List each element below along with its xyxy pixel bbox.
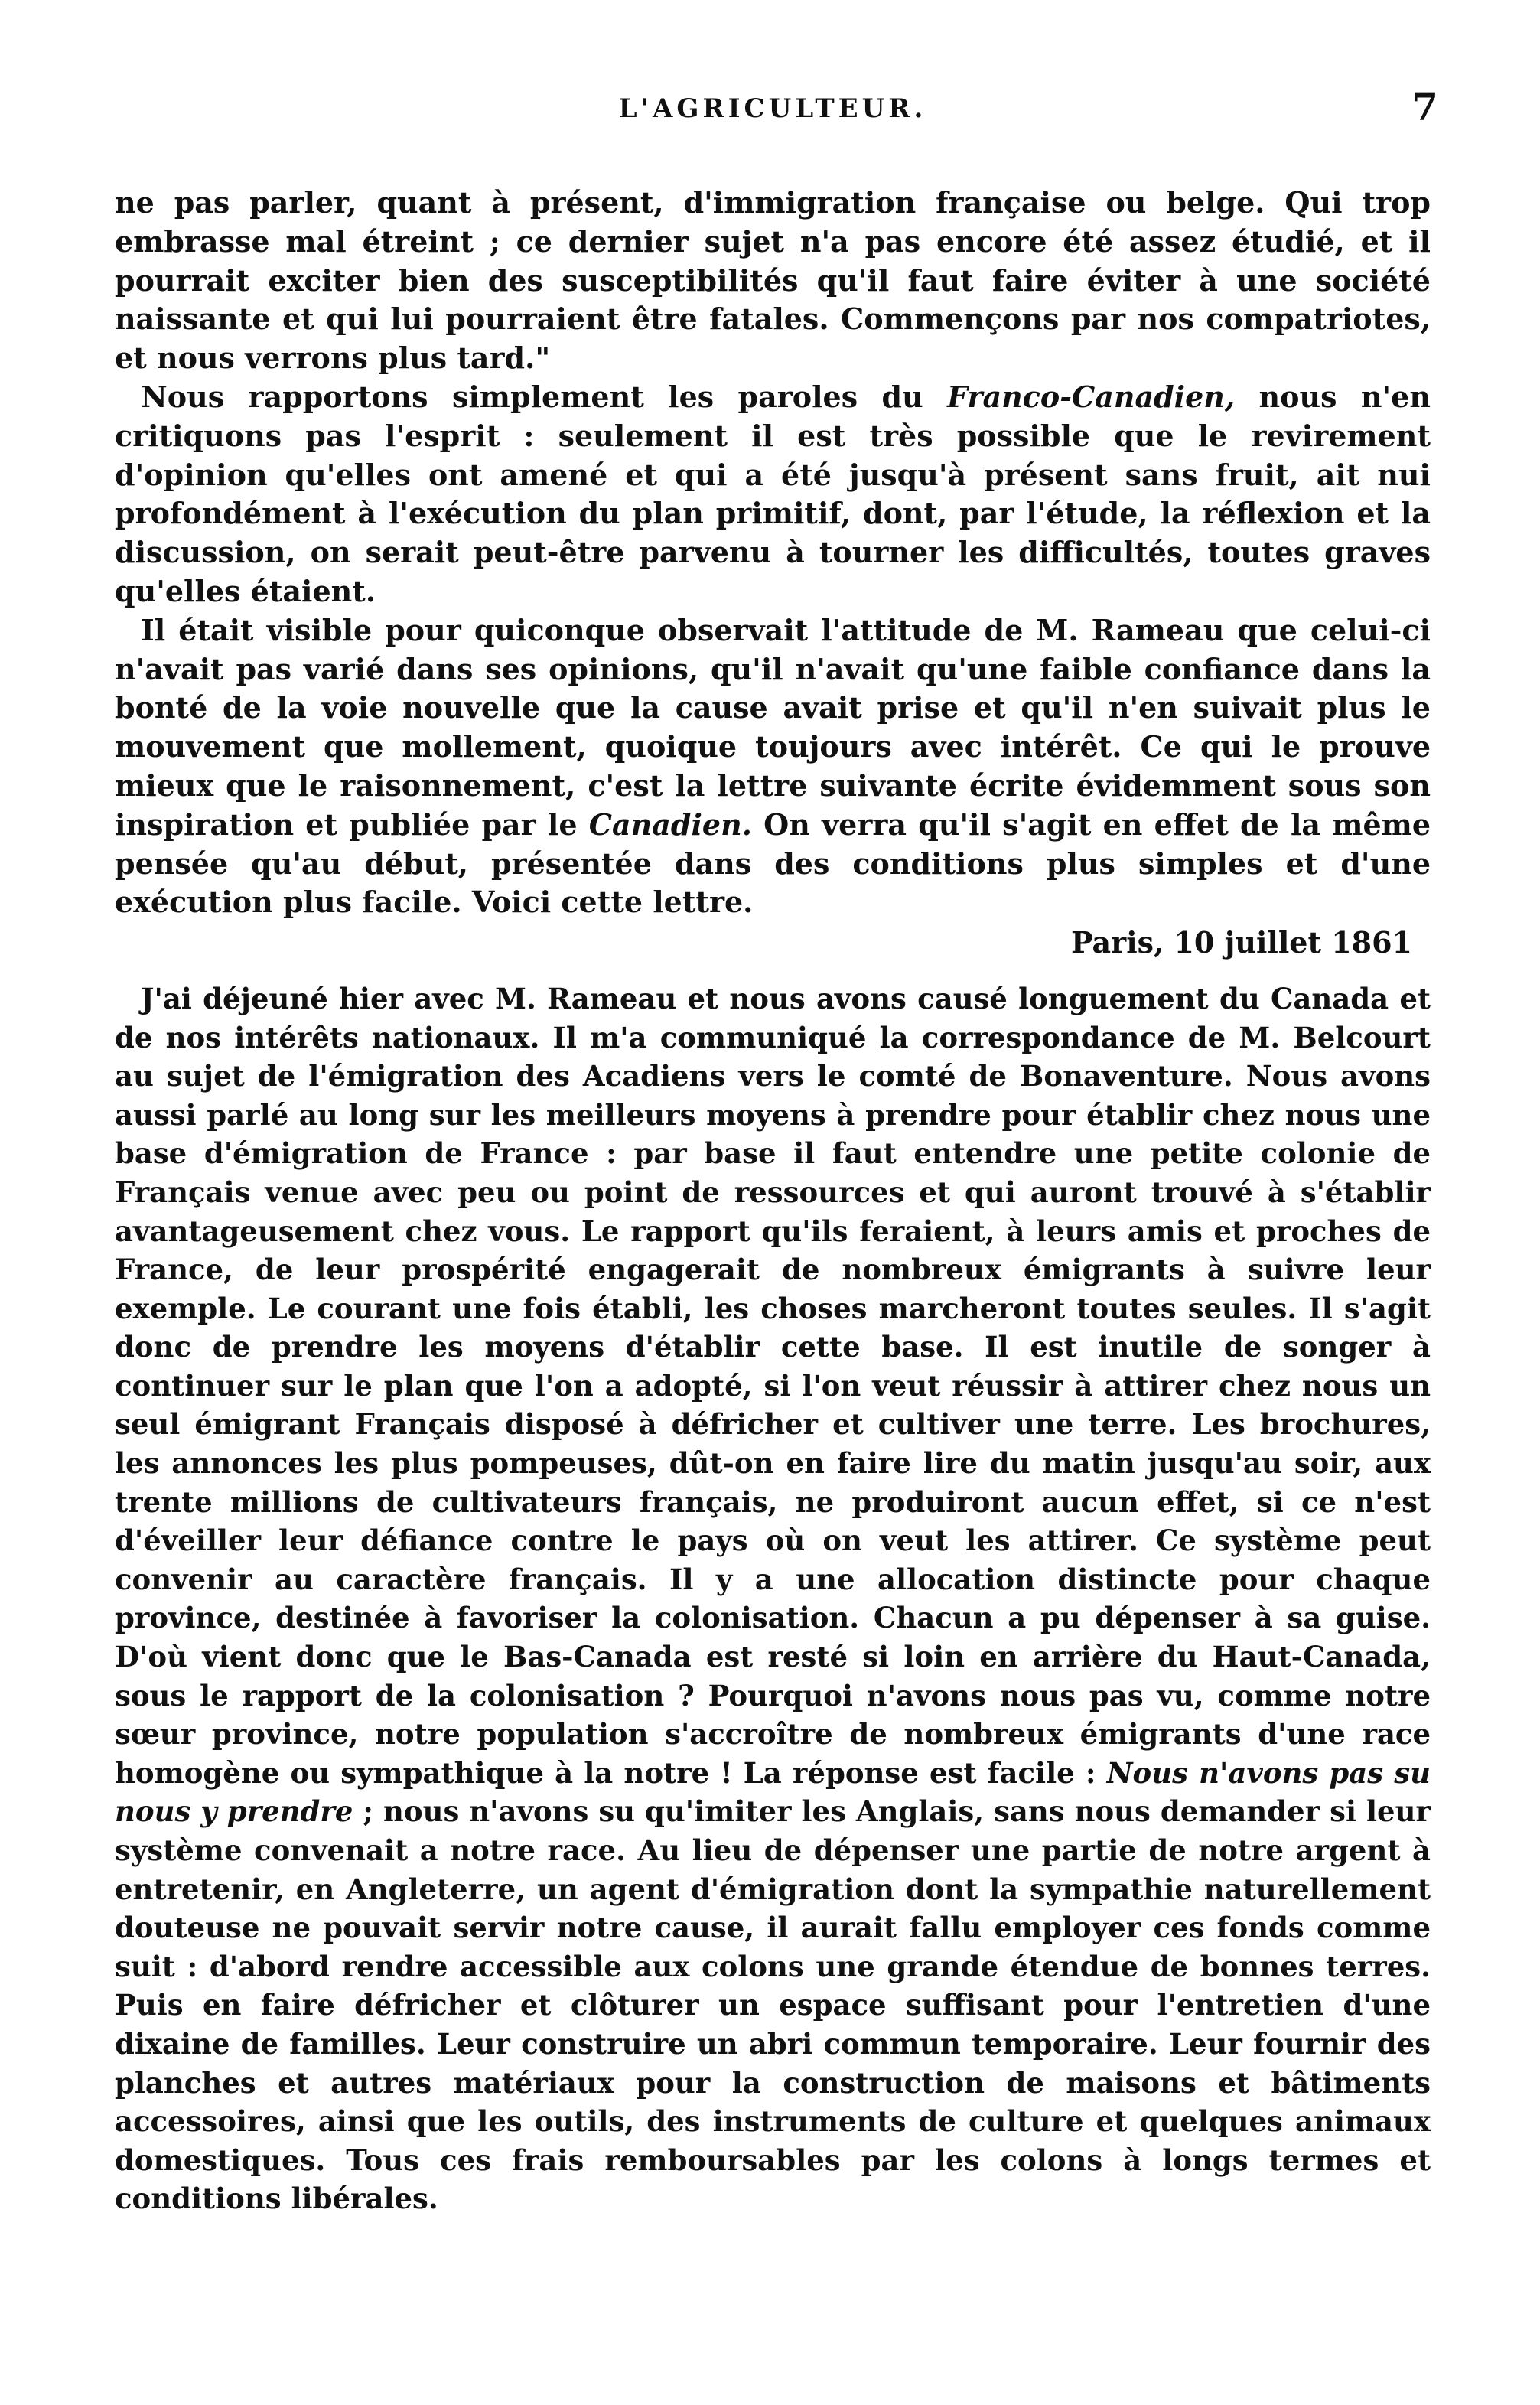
running-title: L'AGRICULTEUR. [618,93,927,124]
book-page [115,84,1438,2349]
paragraph-text: Il était visible pour quiconque observait l'attitude de M. Rameau que celui-ci n'avait pas varié dans ses opinions, qu'il n'avait qu'une faible confiance dans la bonté de la voie nouvelle que la cause avait prise et qu'il n'en suivait plus le mouvement que mollement, quoique toujours avec intérêt. Ce qui le prouve mieux que le raisonnement, c'est la lettre suivante écrite évidemment sous son inspiration et publiée par le [115,612,1431,842]
letter-text: J'ai déjeuné hier avec M. Rameau et nous avons causé longuement du Canada et de nos intérêts nationaux. Il m'a communiqué la correspondance de M. Belcourt au sujet de l'émigration des Acadiens vers le comté de Bonaventure. Nous avons aussi parlé au long sur les meilleurs moyens à prendre pour établir chez nous une base d'émigration de France : par base il faut entendre une petite colonie de Français venue avec peu ou point de ressources et qui auront trouvé à s'établir avantageusement chez vous. Le rapport qu'ils feraient, à leurs amis et proches de France, de leur prospérité engagerait de nombreux émigrants à suivre leur exemple. Le courant une fois établi, les choses marcheront toutes seules. Il s'agit donc de prendre les moyens d'établir cette base. Il est inutile de songer à continuer sur le plan que l'on a adopté, si l'on veut réussir à attirer chez nous un seul émigrant Français disposé à défricher et cultiver une terre. Les brochures, les annonces les plus pompeuses, dût-on en faire lire du matin jusqu'au soir, aux trente millions de cultivateurs français, ne produiront aucun effet, si ce n'est d'éveiller leur défiance contre le pays où on veut les attirer. Ce système peut convenir au caractère français. Il y a une allocation distincte pour chaque province, destinée à favoriser la colonisation. Chacun a pu dépenser à sa guise. D'où vient donc que le Bas-Canada est resté si loin en arrière du Haut-Canada, sous le rapport de la colonisation ? Pourquoi n'avons nous pas vu, comme notre sœur province, notre population s'accroître de nombreux émigrants d'une race homogène ou sympathique à la notre ! La réponse est facile : [115,981,1431,1790]
quoted-letter [115,979,1431,2218]
paragraph-text: Nous rapportons simplement les paroles du [141,379,948,414]
running-header [115,84,1438,138]
paragraph-rameau [115,611,1431,922]
paragraph-continuation: ne pas parler, quant à présent, d'immigration française ou belge. Qui trop embrasse mal étreint ; ce dernier sujet n'a pas encore été assez étudié, et il pourrait exciter bien des susceptibilités qu'il faut faire éviter à une société naissante et qui lui pourraient être fatales. Commençons par nos compatriotes, et nous verrons plus tard." [115,185,1431,376]
paragraph-franco-canadien [115,378,1431,611]
paragraph-text: On verra qu'il s'agit en effet de la même pensée qu'au début, présentée dans des conditions plus simples et d'une exécution plus facile. Voici cette lettre. [115,807,1431,920]
page-number: 7 [1411,84,1438,129]
letter-text: ; nous n'avons su qu'imiter les Anglais, sans nous demander si leur système convenait a notre race. Au lieu de dépenser une partie de notre argent à entretenir, en Angleterre, un agent d'émigration dont la sympathie naturellement douteuse ne pouvait servir notre cause, il aurait fallu employer ces fonds comme suit : d'abord rendre accessible aux colons une grande étendue de bonnes terres. Puis en faire défricher et clôturer un espace suffisant pour l'entretien d'une dixaine de familles. Leur construire un abri commun temporaire. Leur fournir des planches et autres matériaux pour la construction de maisons et bâtiments accessoires, ainsi que les outils, des instruments de culture et quelques animaux domestiques. Tous ces frais remboursables par les colons à longs termes et conditions libérales. [115,1794,1431,2216]
letter-dateline: Paris, 10 juillet 1861 [1071,925,1412,960]
paragraph-text: nous n'en critiquons pas l'esprit : seulement il est très possible que le revirement d'opinion qu'elles ont amené et qui a été jusqu'à présent sans fruit, ait nui profondément à l'exécution du plan primitif, dont, par l'étude, la réflexion et la discussion, on serait peut-être parvenu à tourner les difficultés, toutes graves qu'elles étaient. [115,379,1431,608]
main-text [115,184,1431,963]
newspaper-title-canadien: Canadien. [588,807,752,842]
newspaper-title-franco-canadien: Franco-Canadien, [947,379,1236,414]
letter-body [115,979,1431,2218]
letter-emphasis: Nous n'avons pas su nous y prendre [115,1755,1431,1829]
